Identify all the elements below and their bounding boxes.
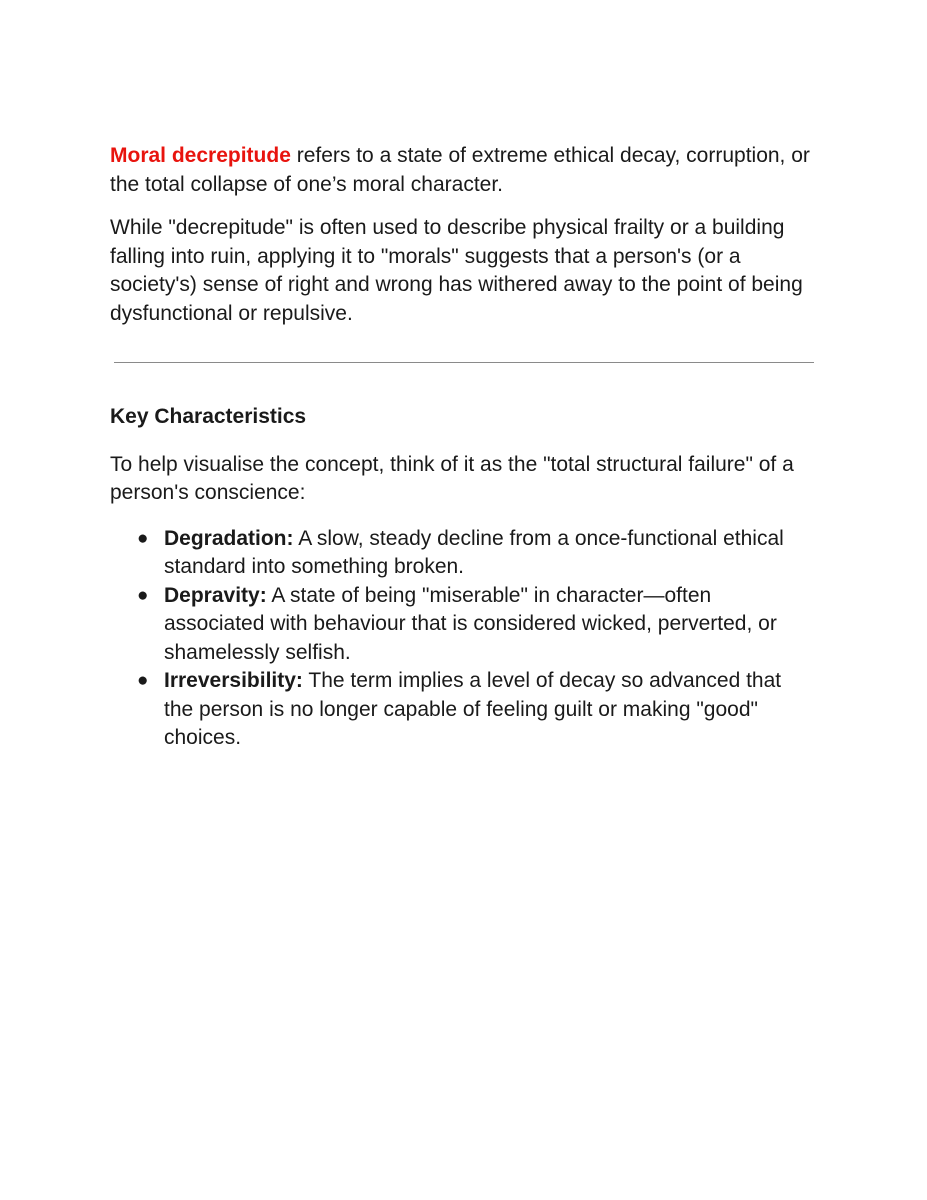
list-item-label: Irreversibility: (164, 669, 303, 692)
list-item-text: A state of being "miserable" in character—often associated with behaviour that is considered wicked, perverted, or shamelessly selfish. (164, 583, 777, 664)
highlighted-term: Moral decrepitude (110, 144, 291, 167)
section-heading: Key Characteristics (110, 405, 307, 428)
document-page (110, 142, 815, 753)
list-item (110, 667, 815, 753)
list-item (110, 525, 815, 582)
definition-paragraph (110, 142, 815, 199)
definition-text: refers to a state of extreme ethical decay, corruption, or the total collapse of one’s moral character. (110, 144, 810, 196)
list-item-text: The term implies a level of decay so advanced that the person is no longer capable of feeling guilt or making "good" choices. (164, 669, 782, 749)
bullet-icon: ● (137, 584, 149, 606)
characteristics-list (110, 525, 815, 753)
list-item-label: Degradation: (164, 526, 294, 550)
bullet-icon: ● (137, 527, 149, 549)
list-item-label: Depravity: (164, 583, 267, 607)
section-lead-paragraph: To help visualise the concept, think of it as the "total structural failure" of a person's conscience: (110, 452, 794, 504)
section-divider (114, 362, 814, 363)
elaboration-paragraph: While "decrepitude" is often used to describe physical frailty or a building falling into ruin, applying it to "morals" suggests that a person's (or a society's) sense of right and wrong has withered away to the point of being dysfunctional or repulsive. (110, 216, 803, 325)
bullet-icon: ● (137, 670, 149, 691)
list-item (110, 582, 815, 668)
list-item-text: A slow, steady decline from a once-functional ethical standard into something broken. (164, 526, 784, 578)
